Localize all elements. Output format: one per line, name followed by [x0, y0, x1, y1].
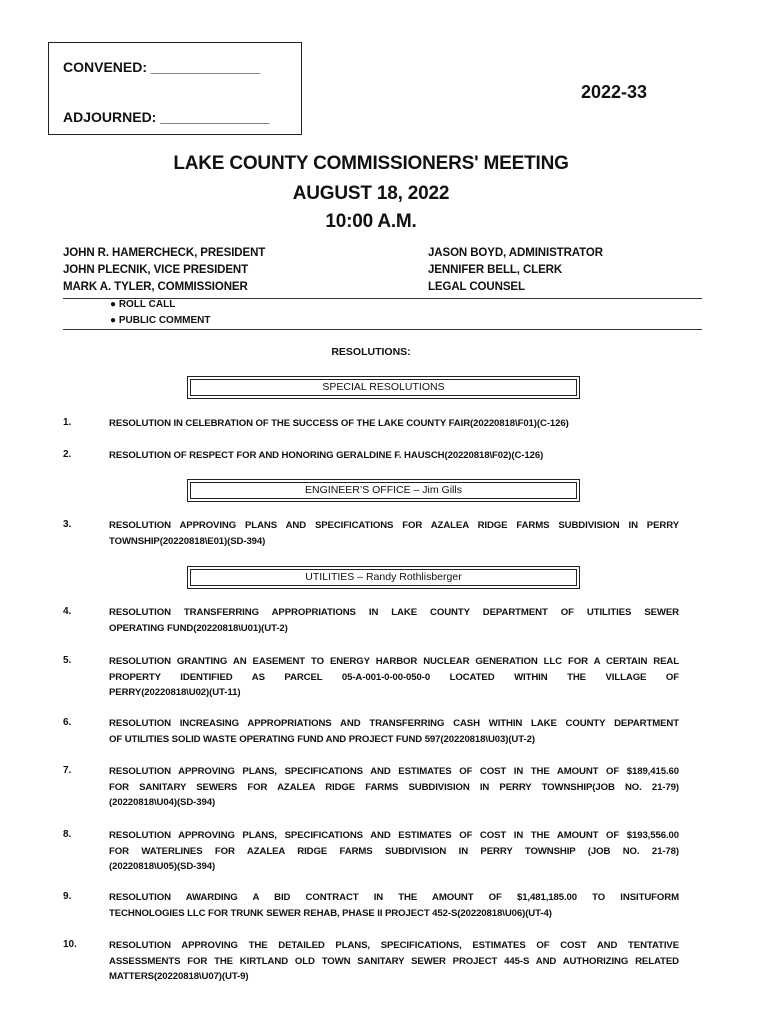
resolution-number: 9. — [63, 891, 72, 902]
resolution-text — [109, 764, 679, 811]
resolution-text-line: PROPERTY IDENTIFIED AS PARCEL 05-A-001-0-00-050-0 LOCATED WITHIN THE VILLAGE OF — [109, 671, 679, 683]
resolution-text — [109, 416, 679, 432]
agenda-item-public-comment: ● PUBLIC COMMENT — [110, 315, 211, 326]
agenda-item-roll-call: ● ROLL CALL — [110, 299, 176, 310]
resolution-text — [109, 448, 679, 464]
resolution-text-line: RESOLUTION APPROVING THE DETAILED PLANS, SPECIFICATIONS, ESTIMATES OF COST AND TENTATIVE — [109, 940, 679, 951]
resolution-text-line: ASSESSMENTS FOR THE KIRTLAND OLD TOWN SANITARY SEWER PROJECT 445-S AND AUTHORIZING RELATED — [109, 955, 679, 967]
resolution-text-line: MATTERS(20220818\U07)(UT-9) — [109, 971, 249, 982]
officer-left-1: JOHN R. HAMERCHECK, PRESIDENT — [63, 247, 266, 259]
resolution-text — [109, 518, 679, 549]
resolution-text-line: RESOLUTION AWARDING A BID CONTRACT IN THE AMOUNT OF $1,481,185.00 TO INSITUFORM — [109, 892, 679, 903]
resolution-number: 2. — [63, 449, 72, 460]
convened-adjourned-box — [48, 42, 302, 135]
adjourned-row — [63, 109, 269, 125]
meeting-number: 2022-33 — [581, 82, 648, 102]
convened-label: CONVENED: — [63, 59, 148, 75]
adjourned-label: ADJOURNED: — [63, 109, 157, 125]
resolution-text-line: TECHNOLOGIES LLC FOR TRUNK SEWER REHAB, PHASE II PROJECT 452-S(20220818\U06)(UT-4) — [109, 907, 552, 919]
resolution-text-line: RESOLUTION OF RESPECT FOR AND HONORING GERALDINE F. HAUSCH(20220818\F02)(C-126) — [109, 450, 544, 461]
resolution-number: 3. — [63, 519, 72, 530]
convened-row — [63, 59, 260, 75]
resolution-text — [109, 828, 679, 875]
resolution-text — [109, 890, 679, 921]
resolution-number: 5. — [63, 655, 72, 666]
resolution-text-line: RESOLUTION APPROVING PLANS, SPECIFICATIONS AND ESTIMATES OF COST IN THE AMOUNT OF $193,556.00 — [109, 830, 679, 841]
meeting-date: AUGUST 18, 2022 — [292, 183, 450, 204]
resolution-text-line: FOR WATERLINES FOR AZALEA RIDGE FARMS SUBDIVISION IN PERRY TOWNSHIP (JOB NO. 21-78) — [109, 845, 679, 857]
resolution-text — [109, 938, 679, 985]
resolution-text-line: RESOLUTION INCREASING APPROPRIATIONS AND TRANSFERRING CASH WITHIN LAKE COUNTY DEPARTMENT — [109, 718, 679, 729]
resolution-text-line: TOWNSHIP(20220818\E01)(SD-394) — [109, 535, 266, 547]
resolution-text-line: RESOLUTION IN CELEBRATION OF THE SUCCESS OF THE LAKE COUNTY FAIR(20220818\F01)(C-126) — [109, 418, 569, 429]
resolution-text — [109, 605, 679, 636]
officer-right-3: LEGAL COUNSEL — [428, 281, 525, 293]
resolution-text-line: RESOLUTION APPROVING PLANS, SPECIFICATIONS AND ESTIMATES OF COST IN THE AMOUNT OF $189,415.60 — [109, 766, 679, 777]
resolution-number: 4. — [63, 606, 72, 617]
resolution-text-line: RESOLUTION APPROVING PLANS AND SPECIFICATIONS FOR AZALEA RIDGE FARMS SUBDIVISION IN PERRY — [109, 520, 679, 531]
resolution-text — [109, 716, 679, 747]
meeting-time: 10:00 A.M. — [325, 211, 417, 232]
resolution-number: 8. — [63, 829, 72, 840]
resolution-number: 10. — [63, 939, 77, 950]
resolution-text-line: OPERATING FUND(20220818\U01)(UT-2) — [109, 622, 288, 634]
officer-left-2: JOHN PLECNIK, VICE PRESIDENT — [63, 264, 249, 276]
resolution-number: 6. — [63, 717, 72, 728]
resolutions-heading: RESOLUTIONS: — [331, 346, 411, 358]
resolution-number: 7. — [63, 765, 72, 776]
adjourned-blank: ______________ — [160, 109, 270, 125]
section-special-resolutions: SPECIAL RESOLUTIONS — [190, 379, 577, 396]
officer-right-1: JASON BOYD, ADMINISTRATOR — [428, 247, 603, 259]
officer-right-2: JENNIFER BELL, CLERK — [428, 264, 563, 276]
section-engineers-office: ENGINEER’S OFFICE – Jim Gills — [190, 482, 577, 499]
resolution-text-line: RESOLUTION GRANTING AN EASEMENT TO ENERGY HARBOR NUCLEAR GENERATION LLC FOR A CERTAIN REAL — [109, 656, 679, 667]
resolution-text-line: PERRY(20220818\U02)(UT-11) — [109, 687, 241, 698]
resolution-text-line: (20220818\U04)(SD-394) — [109, 797, 216, 808]
bullet-icon: ● — [110, 299, 117, 310]
convened-blank: ______________ — [150, 59, 260, 75]
divider-bottom — [63, 329, 702, 330]
resolution-text — [109, 654, 679, 701]
resolution-text-line: RESOLUTION TRANSFERRING APPROPRIATIONS IN LAKE COUNTY DEPARTMENT OF UTILITIES SEWER — [109, 607, 679, 618]
resolution-text-line: (20220818\U05)(SD-394) — [109, 861, 216, 872]
officer-left-3: MARK A. TYLER, COMMISSIONER — [63, 281, 248, 293]
section-utilities: UTILITIES – Randy Rothlisberger — [190, 569, 577, 586]
resolution-number: 1. — [63, 417, 72, 428]
bullet-icon: ● — [110, 315, 117, 326]
resolution-text-line: FOR SANITARY SEWERS FOR AZALEA RIDGE FARMS SUBDIVISION IN PERRY TOWNSHIP(JOB NO. 21-79) — [109, 781, 679, 793]
meeting-title: LAKE COUNTY COMMISSIONERS' MEETING — [173, 153, 569, 174]
resolution-text-line: OF UTILITIES SOLID WASTE OPERATING FUND AND PROJECT FUND 597(20220818\U03)(UT-2) — [109, 733, 535, 745]
